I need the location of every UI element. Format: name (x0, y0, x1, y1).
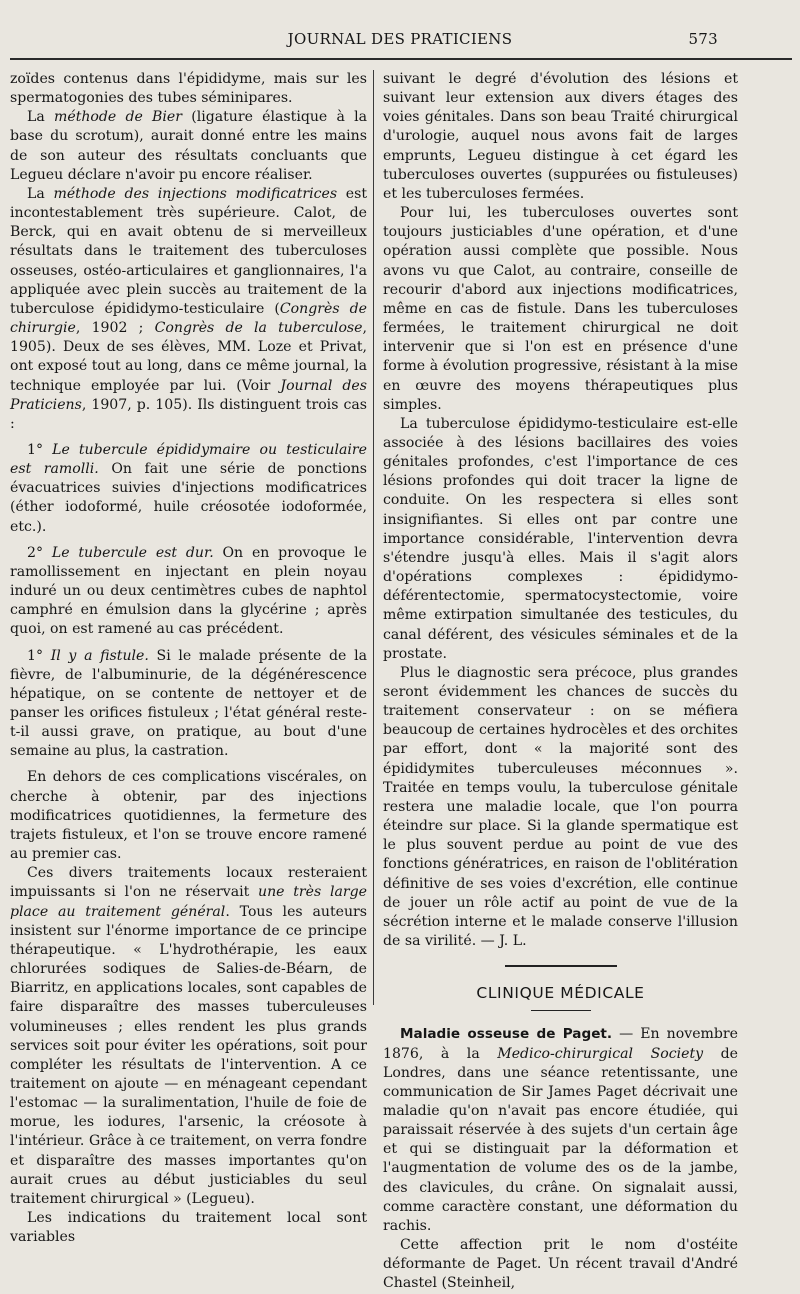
running-header (0, 30, 800, 52)
left-column (10, 70, 367, 1247)
section-title: CLINIQUE MÉDICALE (476, 984, 645, 1003)
right-paragraph: Plus le diagnostic sera précoce, plus grandes seront évidemment les chances de succès du traitement conservateur : on se méfiera beaucoup de certaines hydrocèles et des orchites par effort, dont « la majorité sont des épididymites tuberculeuses méconnues ». Traitée en temps voulu, la tuberculose génitale restera une maladie locale, que l'on pourra éteindre sur place. Si la glande spermatique est le plus souvent perdue au point de vue des fonctions génératrices, en raison de l'oblitération définitive de ses voies d'excrétion, elle continue de jouer un rôle actif au point de vue de la sécrétion interne et le malade conserve l'illusion de sa virilité. — J. L. (383, 664, 738, 950)
right-paragraph: Pour lui, les tuberculoses ouvertes sont toujours justiciables d'une opération, et d'une opération aussi complète que possible. Nous avons vu que Calot, au contraire, conseille de recourir d'abord aux injections modificatrices, même en cas de fistule. Dans les tuberculoses fermées, le traitement chirurgical ne doit intervenir que si l'on est en présence d'une forme à évolution progressive, résistant à la mise en œuvre des moyens thérapeutiques plus simples. (383, 205, 738, 413)
column-divider (373, 70, 374, 1005)
left-paragraph: 2° Le tubercule est dur. On en provoque le ramollissement en injectant en plein noyau induré un ou deux centimètres cubes de naphtol camphré en émulsion dans la glycérine ; après quoi, on est ramené au cas précédent. (10, 544, 367, 638)
left-paragraph: La méthode de Bier (ligature élastique à la base du scrotum), aurait donné entre les mains de son auteur des résultats concluants que Legueu déclare n'avoir pu encore réaliser. (10, 109, 367, 183)
header-rule (10, 58, 792, 60)
page-number: 573 (688, 30, 718, 48)
article-first-paragraph-body: — En novembre 1876, à la Medico-chirurgical Society de Londres, dans une séance retentissante, une communication de Sir James Paget décrivait une maladie qu'on n'avait pas encore étudiée, qui paraissait réservée à des sujets d'un certain âge et qui se distinguait par la déformation et l'augmentation de volume des os de la jambe, des clavicules, du crâne. On signalait aussi, comme caractère constant, une déformation du rachis. (383, 1026, 739, 1234)
article-first-paragraph (383, 1025, 738, 1236)
section-rule-bottom (531, 1010, 591, 1011)
journal-title: JOURNAL DES PRATICIENS (287, 30, 513, 48)
article-second-paragraph: Cette affection prit le nom d'ostéite déformante de Paget. Un récent travail d'André Chastel (Steinheil, (383, 1237, 738, 1292)
article-heading: Maladie osseuse de Paget. (400, 1026, 613, 1043)
left-paragraph: En dehors de ces complications viscérales, on cherche à obtenir, par des injections modificatrices quotidiennes, la fermeture des trajets fistuleux, et l'on se trouve encore ramené au premier cas. (10, 769, 367, 863)
left-paragraph: 1° Il y a fistule. Si le malade présente de la fièvre, de l'albuminurie, de la dégénérescence hépatique, on se contente de nettoyer et de panser les orifices fistuleux ; l'état général reste-t-il aussi grave, on pratique, au bout d'une semaine au plus, la castration. (10, 647, 367, 760)
right-column-text (383, 70, 738, 951)
left-paragraph: zoïdes contenus dans l'épididyme, mais sur les spermatogonies des tubes séminipares. (10, 71, 367, 107)
right-paragraph: suivant le degré d'évolution des lésions et suivant leur extension aux divers étages des voies génitales. Dans son beau Traité chirurgical d'urologie, auquel nous avons fait de larges emprunts, Legueu distingue à cet égard les tuberculoses ouvertes (suppurées ou fistuleuses) et les tuberculoses fermées. (383, 71, 738, 202)
right-paragraph: La tuberculose épididymo-testiculaire est-elle associée à des lésions bacillaires des voies génitales profondes, c'est l'importance de ces lésions profondes qui doit tracer la ligne de conduite. On les respectera si elles sont insignifiantes. Si elles ont par contre une importance considérable, l'intervention devra s'étendre jusqu'à elles. Mais il s'agit alors d'opérations complexes : épididymo-déférentectomie, spermatocystectomie, voire même extirpation simultanée des testicules, du canal déférent, des vésicules séminales et de la prostate. (383, 415, 738, 662)
right-column (383, 70, 738, 1294)
left-paragraph: Ces divers traitements locaux resteraient impuissants si l'on ne réservait une très large place au traitement général. Tous les auteurs insistent sur l'énorme importance de ce principe thérapeutique. « L'hydrothérapie, les eaux chlorurées sodiques de Salies-de-Béarn, de Biarritz, en applications locales, sont capables de faire disparaître des masses tuberculeuses volumineuses ; elles rendent les plus grands services soit pour éviter les opérations, soit pour compléter les résultats de l'intervention. A ce traitement on ajoute — en ménageant cependant l'estomac — la suralimentation, l'huile de foie de morue, les iodures, l'arsenic, la créosote à l'intérieur. Grâce à ce traitement, on verra fondre et disparaître des masses importantes qu'on aurait crues au début justiciables du seul traitement chirurgical » (Legueu). (10, 865, 367, 1207)
left-paragraph: La méthode des injections modificatrices est incontestablement très supérieure. Calot, de Berck, qui en avait obtenu de si merveilleux résultats dans le traitement des tuberculoses osseuses, ostéo-articulaires et ganglionnaires, l'a appliquée avec plein succès au traitement de la tuberculose épididymo-testiculaire (Congrès de chirurgie, 1902 ; Congrès de la tuberculose, 1905). Deux de ses élèves, MM. Loze et Privat, ont exposé tout au long, dans ce même journal, la technique employée par lui. (Voir Journal des Praticiens, 1907, p. 105). Ils distinguent trois cas : (10, 185, 367, 432)
left-paragraph: Les indications du traitement local sont variables (10, 1210, 367, 1246)
section-rule-top (505, 965, 617, 967)
left-paragraph: 1° Le tubercule épididymaire ou testiculaire est ramolli. On fait une série de ponctions évacuatrices suivies d'injections modificatrices (éther iodoformé, huile créosotée iodoformée, etc.). (10, 441, 367, 535)
